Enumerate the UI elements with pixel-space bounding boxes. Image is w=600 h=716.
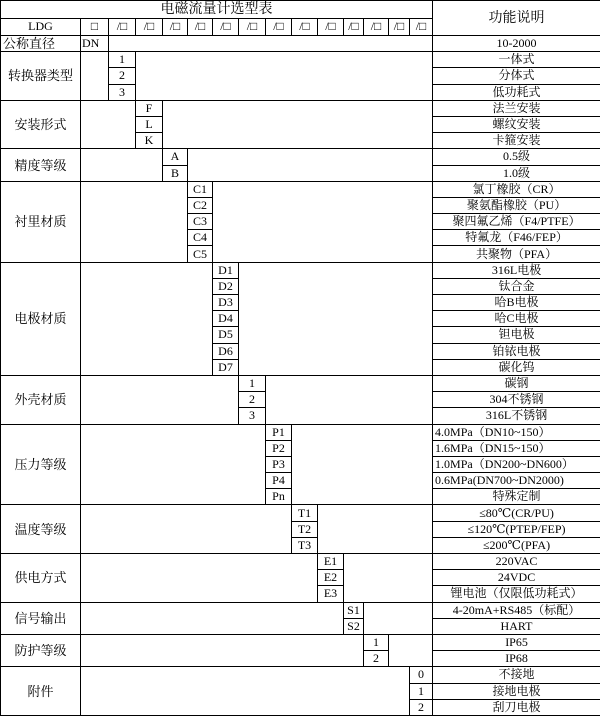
option-desc: 氯丁橡胶（CR） [433, 181, 600, 197]
option-code: 0 [410, 667, 433, 683]
option-desc: 螺纹安装 [433, 116, 600, 132]
option-desc: 不接地 [433, 667, 600, 683]
option-desc: 304不锈钢 [433, 392, 600, 408]
option-desc: 分体式 [433, 68, 600, 84]
group-label: 供电方式 [1, 554, 81, 603]
option-desc: 低功耗式 [433, 84, 600, 100]
group-label: 外壳材质 [1, 375, 81, 424]
blank-cell [81, 262, 213, 375]
option-desc: ≤200℃(PFA) [433, 537, 600, 553]
nominal-row [1, 36, 600, 52]
option-desc: 1.0MPa（DN200~DN600） [433, 456, 600, 472]
option-desc: 碳钢 [433, 375, 600, 391]
option-desc: 一体式 [433, 52, 600, 68]
group-label: 精度等级 [1, 149, 81, 181]
blank-cell [364, 602, 433, 634]
nominal-label: 公称直径 [1, 36, 81, 52]
option-row [1, 375, 600, 391]
blank-cell [136, 52, 433, 101]
code-box: /□ [292, 18, 318, 36]
option-row [1, 52, 600, 68]
nominal-code: DN [81, 36, 109, 52]
option-code: D7 [213, 359, 239, 375]
option-code: B [163, 165, 188, 181]
option-code: D4 [213, 311, 239, 327]
option-code: Pn [266, 489, 292, 505]
option-desc: 刮刀电极 [433, 699, 600, 715]
option-desc: 哈B电极 [433, 295, 600, 311]
title-row [1, 1, 600, 19]
option-code: D1 [213, 262, 239, 278]
option-code: D6 [213, 343, 239, 359]
code-box: /□ [389, 18, 410, 36]
option-code: C4 [188, 230, 213, 246]
option-row [1, 181, 600, 197]
option-code: 1 [364, 634, 389, 650]
option-code: 1 [239, 375, 266, 391]
option-desc: 316L电极 [433, 262, 600, 278]
option-desc: 铂铱电极 [433, 343, 600, 359]
option-desc: HART [433, 618, 600, 634]
code-box: /□ [364, 18, 389, 36]
code-box: /□ [213, 18, 239, 36]
option-code: A [163, 149, 188, 165]
code-box: /□ [136, 18, 163, 36]
option-desc: 钽电极 [433, 327, 600, 343]
blank-cell [81, 149, 163, 181]
option-row [1, 262, 600, 278]
model-prefix: LDG [1, 18, 81, 36]
blank-cell [213, 181, 433, 262]
group-label: 转换器类型 [1, 52, 81, 101]
blank-cell [81, 554, 318, 603]
group-label: 附件 [1, 667, 81, 716]
code-box: /□ [188, 18, 213, 36]
option-code: D3 [213, 295, 239, 311]
option-code: T3 [292, 537, 318, 553]
option-code: P4 [266, 473, 292, 489]
blank-cell [292, 424, 433, 505]
option-desc: 哈C电极 [433, 311, 600, 327]
blank-cell [188, 149, 433, 181]
option-code: C2 [188, 197, 213, 213]
option-code: C1 [188, 181, 213, 197]
option-row [1, 634, 600, 650]
code-box: /□ [344, 18, 364, 36]
option-row [1, 505, 600, 521]
option-code: P1 [266, 424, 292, 440]
code-box: /□ [318, 18, 344, 36]
option-code: D5 [213, 327, 239, 343]
code-box: /□ [109, 18, 136, 36]
blank-cell [163, 100, 433, 149]
option-desc: 法兰安装 [433, 100, 600, 116]
group-label: 压力等级 [1, 424, 81, 505]
option-row [1, 100, 600, 116]
option-desc: 接地电极 [433, 683, 600, 699]
option-desc: ≤80℃(CR/PU) [433, 505, 600, 521]
option-desc: 钛合金 [433, 278, 600, 294]
option-desc: 共聚物（PFA） [433, 246, 600, 262]
option-desc: 0.5级 [433, 149, 600, 165]
option-code: T1 [292, 505, 318, 521]
option-code: 1 [109, 52, 136, 68]
option-code: K [136, 133, 163, 149]
option-code: 3 [239, 408, 266, 424]
option-row [1, 602, 600, 618]
option-row [1, 667, 600, 683]
option-desc: 聚四氟乙烯（F4/PTFE） [433, 214, 600, 230]
option-desc: 卡箍安装 [433, 133, 600, 149]
blank-cell [81, 602, 344, 634]
option-code: P2 [266, 440, 292, 456]
blank-cell [239, 262, 433, 375]
option-desc: 锂电池（仅限低功耗式） [433, 586, 600, 602]
option-desc: 特氟龙（F46/FEP） [433, 230, 600, 246]
option-code: 2 [410, 699, 433, 715]
nominal-desc: 10-2000 [433, 36, 600, 52]
blank-cell [81, 667, 410, 716]
code-box: /□ [239, 18, 266, 36]
option-row [1, 149, 600, 165]
option-desc: ≤120℃(PTEP/FEP) [433, 521, 600, 537]
option-code: T2 [292, 521, 318, 537]
option-code: E1 [318, 554, 344, 570]
group-label: 防护等级 [1, 634, 81, 666]
option-row [1, 424, 600, 440]
code-box: /□ [410, 18, 433, 36]
group-label: 温度等级 [1, 505, 81, 554]
blank-cell [389, 634, 433, 666]
blank-cell [81, 505, 292, 554]
group-label: 安装形式 [1, 100, 81, 149]
option-code: E3 [318, 586, 344, 602]
code-box: /□ [163, 18, 188, 36]
option-desc: IP68 [433, 651, 600, 667]
option-code: L [136, 116, 163, 132]
code-box: □ [81, 18, 109, 36]
group-label: 电极材质 [1, 262, 81, 375]
option-desc: 特殊定制 [433, 489, 600, 505]
group-label: 衬里材质 [1, 181, 81, 262]
option-code: C3 [188, 214, 213, 230]
option-code: S1 [344, 602, 364, 618]
code-box: /□ [266, 18, 292, 36]
blank-cell [81, 634, 364, 666]
option-row [1, 554, 600, 570]
option-code: F [136, 100, 163, 116]
option-code: P3 [266, 456, 292, 472]
blank-cell [318, 505, 433, 554]
blank-cell [266, 375, 433, 424]
option-desc: 220VAC [433, 554, 600, 570]
option-desc: 1.6MPa（DN15~150） [433, 440, 600, 456]
blank-cell [81, 52, 109, 101]
option-desc: 聚氨酯橡胶（PU） [433, 197, 600, 213]
option-desc: 1.0级 [433, 165, 600, 181]
blank-cell [109, 36, 433, 52]
option-code: D2 [213, 278, 239, 294]
option-desc: 碳化钨 [433, 359, 600, 375]
option-code: E2 [318, 570, 344, 586]
blank-cell [344, 554, 433, 603]
blank-cell [81, 181, 188, 262]
desc-header: 功能说明 [433, 1, 600, 36]
blank-cell [81, 375, 239, 424]
option-desc: 4.0MPa（DN10~150） [433, 424, 600, 440]
option-code: 2 [109, 68, 136, 84]
option-code: 2 [239, 392, 266, 408]
group-label: 信号输出 [1, 602, 81, 634]
option-code: 1 [410, 683, 433, 699]
option-desc: 4-20mA+RS485（标配） [433, 602, 600, 618]
blank-cell [81, 424, 266, 505]
option-code: S2 [344, 618, 364, 634]
option-desc: 316L不锈钢 [433, 408, 600, 424]
option-code: C5 [188, 246, 213, 262]
option-desc: 0.6MPa(DN700~DN2000) [433, 473, 600, 489]
option-desc: 24VDC [433, 570, 600, 586]
table-title: 电磁流量计选型表 [1, 1, 433, 19]
option-code: 3 [109, 84, 136, 100]
option-desc: IP65 [433, 634, 600, 650]
option-code: 2 [364, 651, 389, 667]
blank-cell [81, 100, 136, 149]
